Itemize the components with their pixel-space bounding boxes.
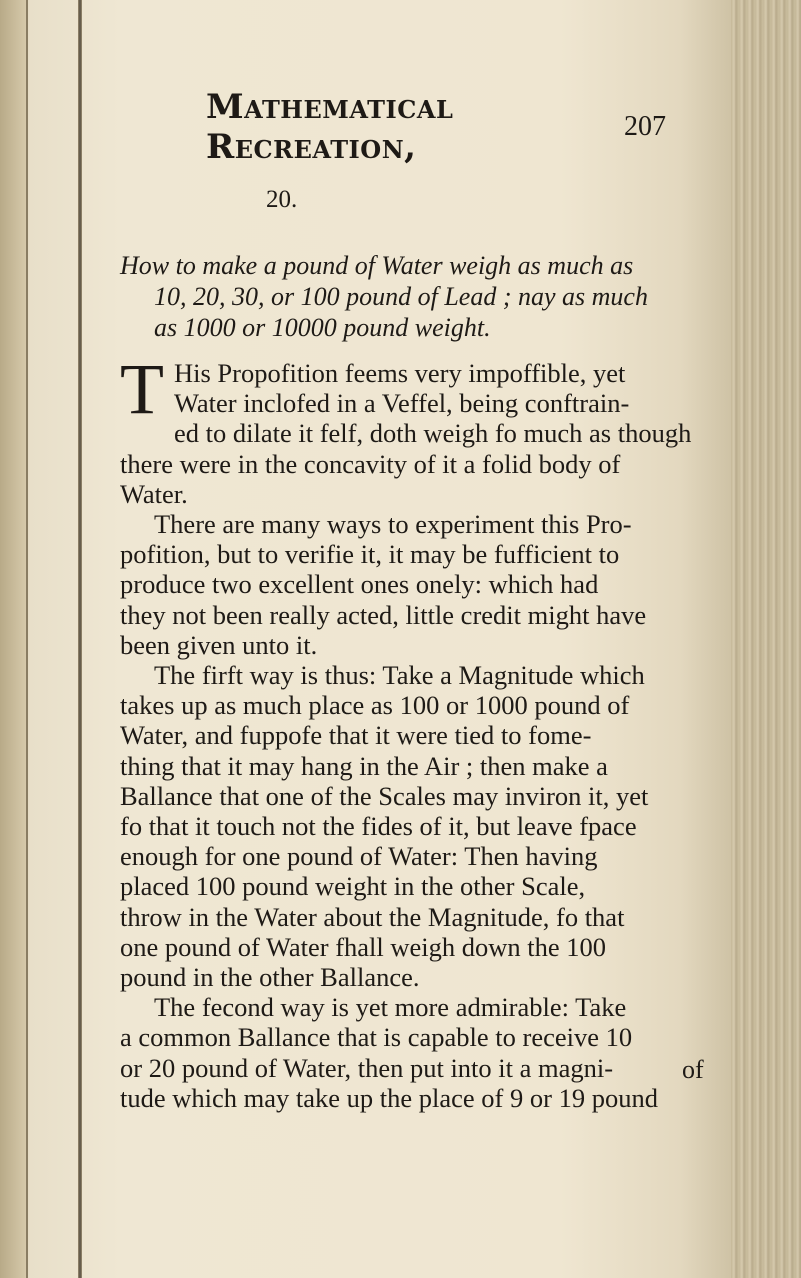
book-page: [96, 0, 736, 1278]
drop-cap: T: [120, 349, 164, 429]
running-head: [206, 87, 666, 167]
body-line: pofition, but to verifie it, it may be fufficient to: [120, 539, 620, 570]
heading-line-3: as 1000 or 10000 pound weight.: [154, 313, 491, 342]
body-line: or 20 pound of Water, then put into it a magni-: [120, 1052, 614, 1083]
body-line: ed to dilate it felf, doth weigh fo much as though: [173, 418, 692, 449]
catchword: of: [682, 1055, 704, 1084]
body-line: placed 100 pound weight in the other Scale,: [120, 871, 586, 902]
body-line: throw in the Water about the Magnitude, fo that: [120, 901, 625, 932]
body-line: enough for one pound of Water: Then having: [120, 841, 598, 872]
body-text: [120, 349, 730, 1113]
body-line: fo that it touch not the fides of it, but leave fpace: [120, 811, 637, 842]
body-line: produce two excellent ones onely: which had: [120, 569, 599, 600]
body-line: Water.: [120, 478, 188, 509]
body-line: one pound of Water fhall weigh down the 100: [120, 931, 607, 962]
binding-gutter: [78, 0, 82, 1278]
body-line: tude which may take up the place of 9 or 19 pound: [120, 1082, 658, 1113]
body-line: takes up as much place as 100 or 1000 pound of: [120, 690, 630, 721]
body-line: Water inclofed in a Veffel, being conftrain-: [173, 388, 630, 419]
page-stack-edge: [731, 0, 801, 1278]
page-number: 207: [624, 111, 666, 142]
body-line: The firft way is thus: Take a Magnitude which: [154, 660, 645, 691]
body-line: pound in the other Ballance.: [120, 962, 420, 993]
body-line: there were in the concavity of it a folid body of: [120, 448, 621, 479]
body-line: The fecond way is yet more admirable: Take: [154, 992, 627, 1023]
body-line: they not been really acted, little credit might have: [120, 599, 647, 630]
section-heading: [120, 250, 720, 343]
body-line: Ballance that one of the Scales may inviron it, yet: [120, 780, 649, 811]
body-line: been given unto it.: [120, 629, 318, 660]
body-line: Water, and fuppofe that it were tied to fome-: [120, 720, 592, 751]
body-line: There are many ways to experiment this Pro-: [154, 509, 632, 540]
body-line: thing that it may hang in the Air ; then make a: [120, 750, 608, 781]
body-line: His Propofition feems very impoffible, yet: [173, 358, 626, 388]
body-line: a common Ballance that is capable to receive 10: [120, 1022, 633, 1053]
heading-line-2: 10, 20, 30, or 100 pound of Lead ; nay as much: [154, 282, 648, 311]
section-number: 20.: [266, 186, 298, 213]
facing-page-edge: [0, 0, 28, 1278]
heading-line-1: How to make a pound of Water weigh as much as: [120, 251, 634, 280]
running-title: Mathematical Recreation,: [206, 87, 454, 167]
